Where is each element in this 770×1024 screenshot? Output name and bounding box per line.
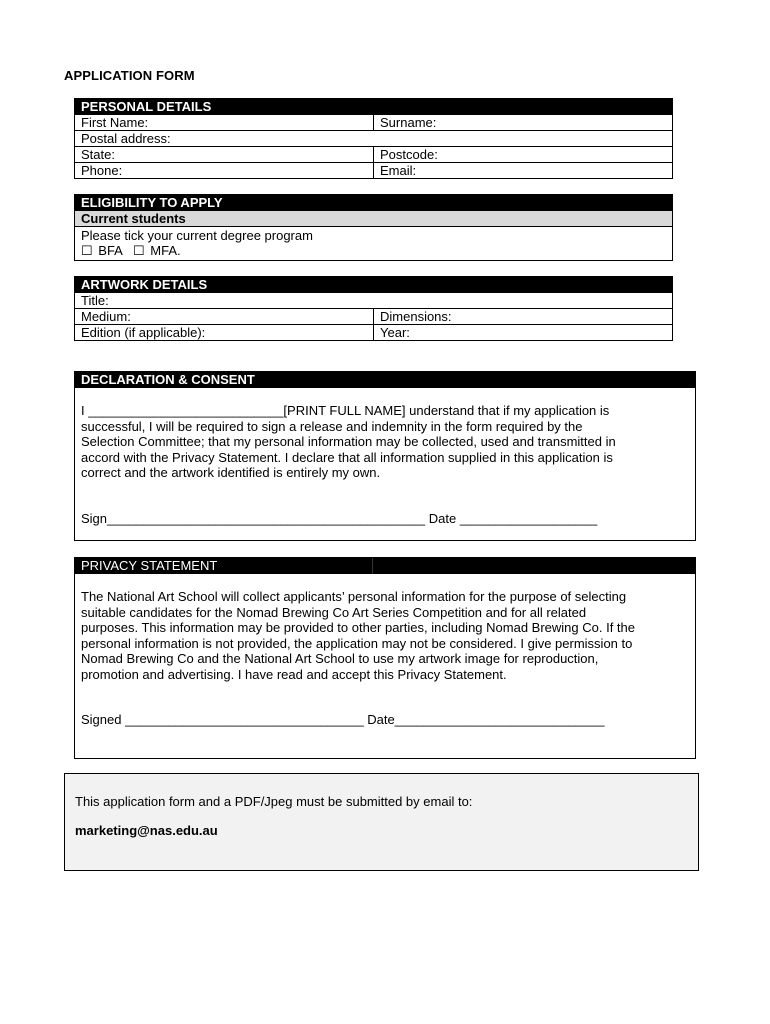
degree-program-cell (75, 227, 673, 261)
declaration-text: Selection Committee; that my personal information may be collected, used and transmitted in (81, 434, 616, 449)
privacy-text: suitable candidates for the Nomad Brewing Co Art Series Competition and for all related (81, 604, 587, 620)
medium-field[interactable]: Medium: (75, 309, 374, 325)
first-name-field[interactable]: First Name: (75, 115, 374, 131)
declaration-panel (74, 371, 696, 541)
edition-field[interactable]: Edition (if applicable): (75, 325, 374, 341)
email-field[interactable]: Email: (374, 163, 673, 179)
artwork-title-field[interactable]: Title: (75, 293, 673, 309)
postal-address-field[interactable]: Postal address: (75, 131, 673, 147)
year-field[interactable]: Year: (374, 325, 673, 341)
personal-details-table (74, 98, 673, 179)
eligibility-table (74, 194, 673, 261)
degree-program-prompt: Please tick your current degree program (81, 228, 313, 243)
form-title: APPLICATION FORM (64, 68, 195, 83)
degree-options (81, 243, 672, 258)
bfa-label: BFA (98, 243, 123, 258)
bfa-checkbox[interactable]: ☐ (81, 243, 93, 258)
dimensions-field[interactable]: Dimensions: (374, 309, 673, 325)
submission-email-link[interactable]: marketing@nas.edu.au (75, 823, 218, 838)
personal-details-header: PERSONAL DETAILS (75, 99, 673, 115)
mfa-checkbox[interactable]: ☐ (132, 243, 145, 258)
privacy-text: The National Art School will collect applicants’ personal information for the purpose of selecting (81, 589, 627, 604)
submission-instructions: This application form and a PDF/Jpeg must be submitted by email to: (75, 794, 473, 809)
privacy-text: promotion and advertising. I have read and accept this Privacy Statement. (81, 666, 507, 682)
privacy-body (75, 574, 695, 728)
privacy-text: purposes. This information may be provided to other parties, including Nomad Brewing Co. If the (81, 620, 635, 635)
declaration-text: accord with the Privacy Statement. I declare that all information supplied in this application is (81, 449, 613, 465)
privacy-panel (74, 557, 696, 759)
submission-box (64, 773, 699, 871)
declaration-header: DECLARATION & CONSENT (75, 372, 695, 388)
privacy-text: personal information is not provided, the application may not be considered. I give permission to (81, 635, 633, 651)
declaration-sign-line[interactable]: Sign____________________________________________ Date ___________________ (81, 510, 598, 526)
privacy-header (75, 558, 695, 574)
declaration-body (75, 388, 695, 526)
postcode-field[interactable]: Postcode: (374, 147, 673, 163)
privacy-header-label: PRIVACY STATEMENT (81, 558, 218, 573)
current-students-label: Current students (75, 211, 673, 227)
artwork-details-header: ARTWORK DETAILS (75, 277, 673, 293)
header-divider (372, 558, 373, 574)
privacy-text: Nomad Brewing Co and the National Art School to use my artwork image for reproduction, (81, 651, 599, 666)
declaration-text: successful, I will be required to sign a release and indemnity in the form required by the (81, 418, 583, 434)
mfa-label: MFA. (150, 243, 181, 258)
privacy-signed-line[interactable]: Signed _________________________________ Date_____________________________ (81, 712, 605, 727)
eligibility-header: ELIGIBILITY TO APPLY (75, 195, 673, 211)
phone-field[interactable]: Phone: (75, 163, 374, 179)
artwork-details-table (74, 276, 673, 341)
state-field[interactable]: State: (75, 147, 374, 163)
declaration-text: I ___________________________[PRINT FULL NAME] understand that if my application is (81, 403, 610, 418)
declaration-text: correct and the artwork identified is entirely my own. (81, 465, 381, 480)
surname-field[interactable]: Surname: (374, 115, 673, 131)
